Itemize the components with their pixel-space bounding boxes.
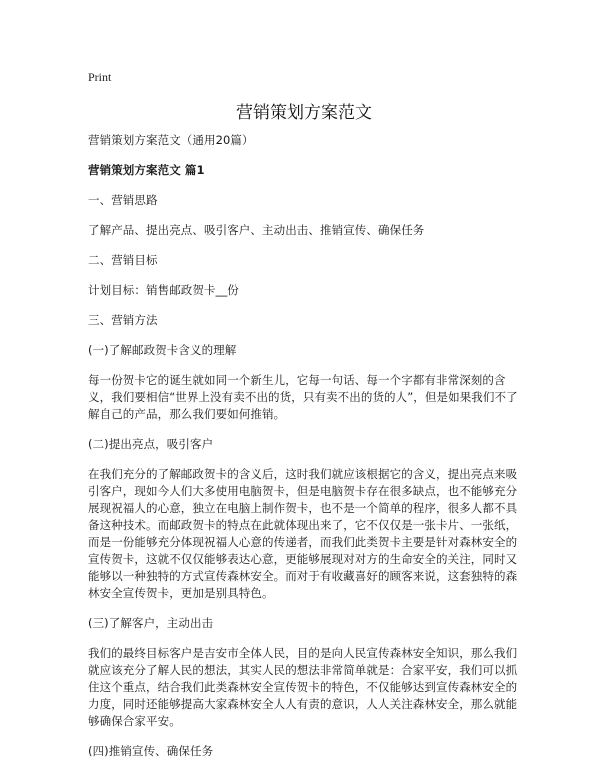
paragraph: 在我们充分的了解邮政贺卡的含义后，这时我们就应该根据它的含义，提出亮点来吸引客户，现如今人们大多使用电脑贺卡，但是电脑贺卡存在很多缺点，也不能够充分展现祝福人的心意，独立在电脑上制作贺卡，也不是一个简单的程序，很多人都不具备这种技术。而邮政贺卡的特点在此就体现出来了，它不仅仅是一张卡片、一张纸，而是一份能够充分体现祝福人心意的传递者，而我们此类贺卡主要是针对森林安全的宣传贺卡，这就不仅仅能够表达心意，更能够展现对对方的生命安全的关注，同时又能够以一种独特的方式宣传森林安全。而对于有收藏喜好的顾客来说，这套独特的森林安全宣传贺卡，更加是别具特色。	[88, 467, 518, 600]
paragraph: 每一份贺卡它的诞生就如同一个新生儿，它每一句话、每一个字都有非常深刻的含义，我们要相信“世界上没有卖不出的货，只有卖不出的货的人”，但是如果我们不了解自己的产品，那么我们要如何推销。	[88, 373, 518, 421]
sub-heading-4: (四)推销宣传、确保任务	[88, 744, 214, 758]
paragraph: 了解产品、提出亮点、吸引客户、主动出击、推销宣传、确保任务	[88, 223, 425, 237]
sub-heading-1: (一)了解邮政贺卡含义的理解	[88, 343, 237, 357]
sub-heading-2: (二)提出亮点，吸引客户	[88, 437, 214, 451]
outline-heading-1: 一、营销思路	[88, 193, 158, 207]
section-heading: 营销策划方案范文 篇1	[88, 163, 205, 177]
outline-heading-3: 三、营销方法	[88, 313, 158, 327]
print-link[interactable]: Print	[88, 70, 112, 84]
document-title: 营销策划方案范文	[236, 103, 372, 123]
outline-heading-2: 二、营销目标	[88, 253, 158, 267]
paragraph: 计划目标：销售邮政贺卡__份	[88, 283, 239, 297]
document-body	[88, 132, 520, 773]
sub-heading-3: (三)了解客户，主动出击	[88, 616, 214, 630]
subtitle-paragraph: 营销策划方案范文（通用20篇）	[88, 133, 254, 147]
paragraph: 我们的最终目标客户是吉安市全体人民，目的是向人民宣传森林安全知识，那么我们就应该充分了解人民的想法，其实人民的想法非常简单就是：合家平安，我们可以抓住这个重点，结合我们此类森林安全宣传贺卡的特色，不仅能够达到宣传森林安全的力度，同时还能够提高大家森林安全人人有责的意识，人人关注森林安全，那么就能够确保合家平安。	[88, 646, 518, 728]
